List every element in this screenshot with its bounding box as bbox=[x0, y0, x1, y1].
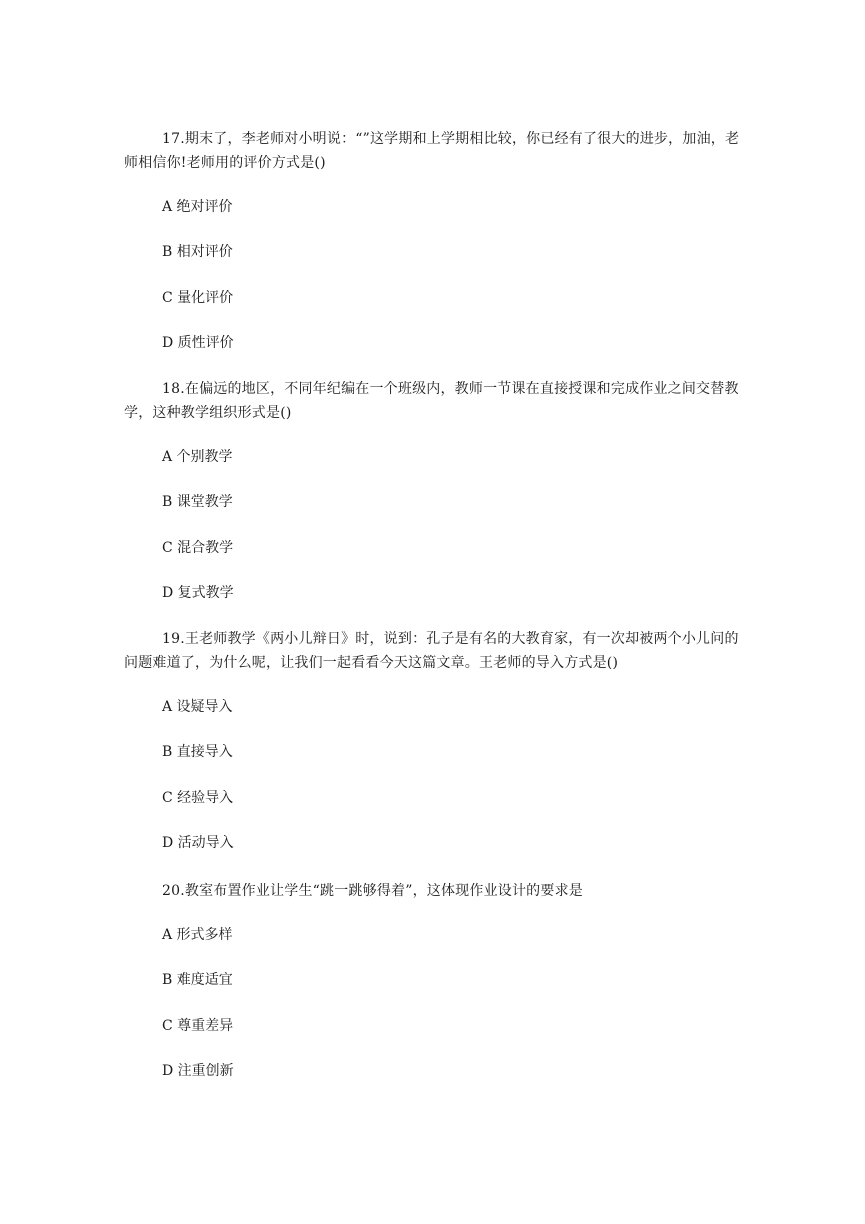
question-19-option-d: D 活动导入 bbox=[162, 835, 234, 851]
question-20-option-a: A 形式多样 bbox=[162, 927, 233, 943]
question-17-option-b: B 相对评价 bbox=[162, 244, 233, 260]
question-20-option-c: C 尊重差异 bbox=[162, 1018, 234, 1034]
question-18-option-d: D 复式教学 bbox=[162, 585, 234, 601]
question-18-option-c: C 混合教学 bbox=[162, 540, 234, 556]
question-20-stem: 20.教室布置作业让学生“跳一跳够得着”，这体现作业设计的要求是 bbox=[162, 883, 583, 899]
question-19-option-b: B 直接导入 bbox=[162, 744, 233, 760]
question-20-option-b: B 难度适宜 bbox=[162, 972, 233, 988]
question-19-option-a: A 设疑导入 bbox=[162, 699, 233, 715]
question-17-option-c: C 量化评价 bbox=[162, 290, 234, 306]
question-19-option-c: C 经验导入 bbox=[162, 790, 234, 806]
question-17-stem: 17.期末了，李老师对小明说：“”这学期和上学期相比较，你已经有了很大的进步，加油，老师相信你!老师用的评价方式是() bbox=[124, 131, 740, 171]
question-19-stem: 19.王老师教学《两小儿辩日》时，说到：孔子是有名的大教育家，有一次却被两个小儿问的问题难道了，为什么呢，让我们一起看看今天这篇文章。王老师的导入方式是() bbox=[124, 631, 739, 671]
question-18-stem: 18.在偏远的地区，不同年纪编在一个班级内，教师一节课在直接授课和完成作业之间交替教学，这种教学组织形式是() bbox=[124, 381, 739, 421]
question-17-option-d: D 质性评价 bbox=[162, 335, 234, 351]
question-20-option-d: D 注重创新 bbox=[162, 1063, 234, 1079]
question-17-option-a: A 绝对评价 bbox=[162, 199, 233, 215]
question-18-option-b: B 课堂教学 bbox=[162, 494, 233, 510]
question-18-option-a: A 个别教学 bbox=[162, 449, 233, 465]
